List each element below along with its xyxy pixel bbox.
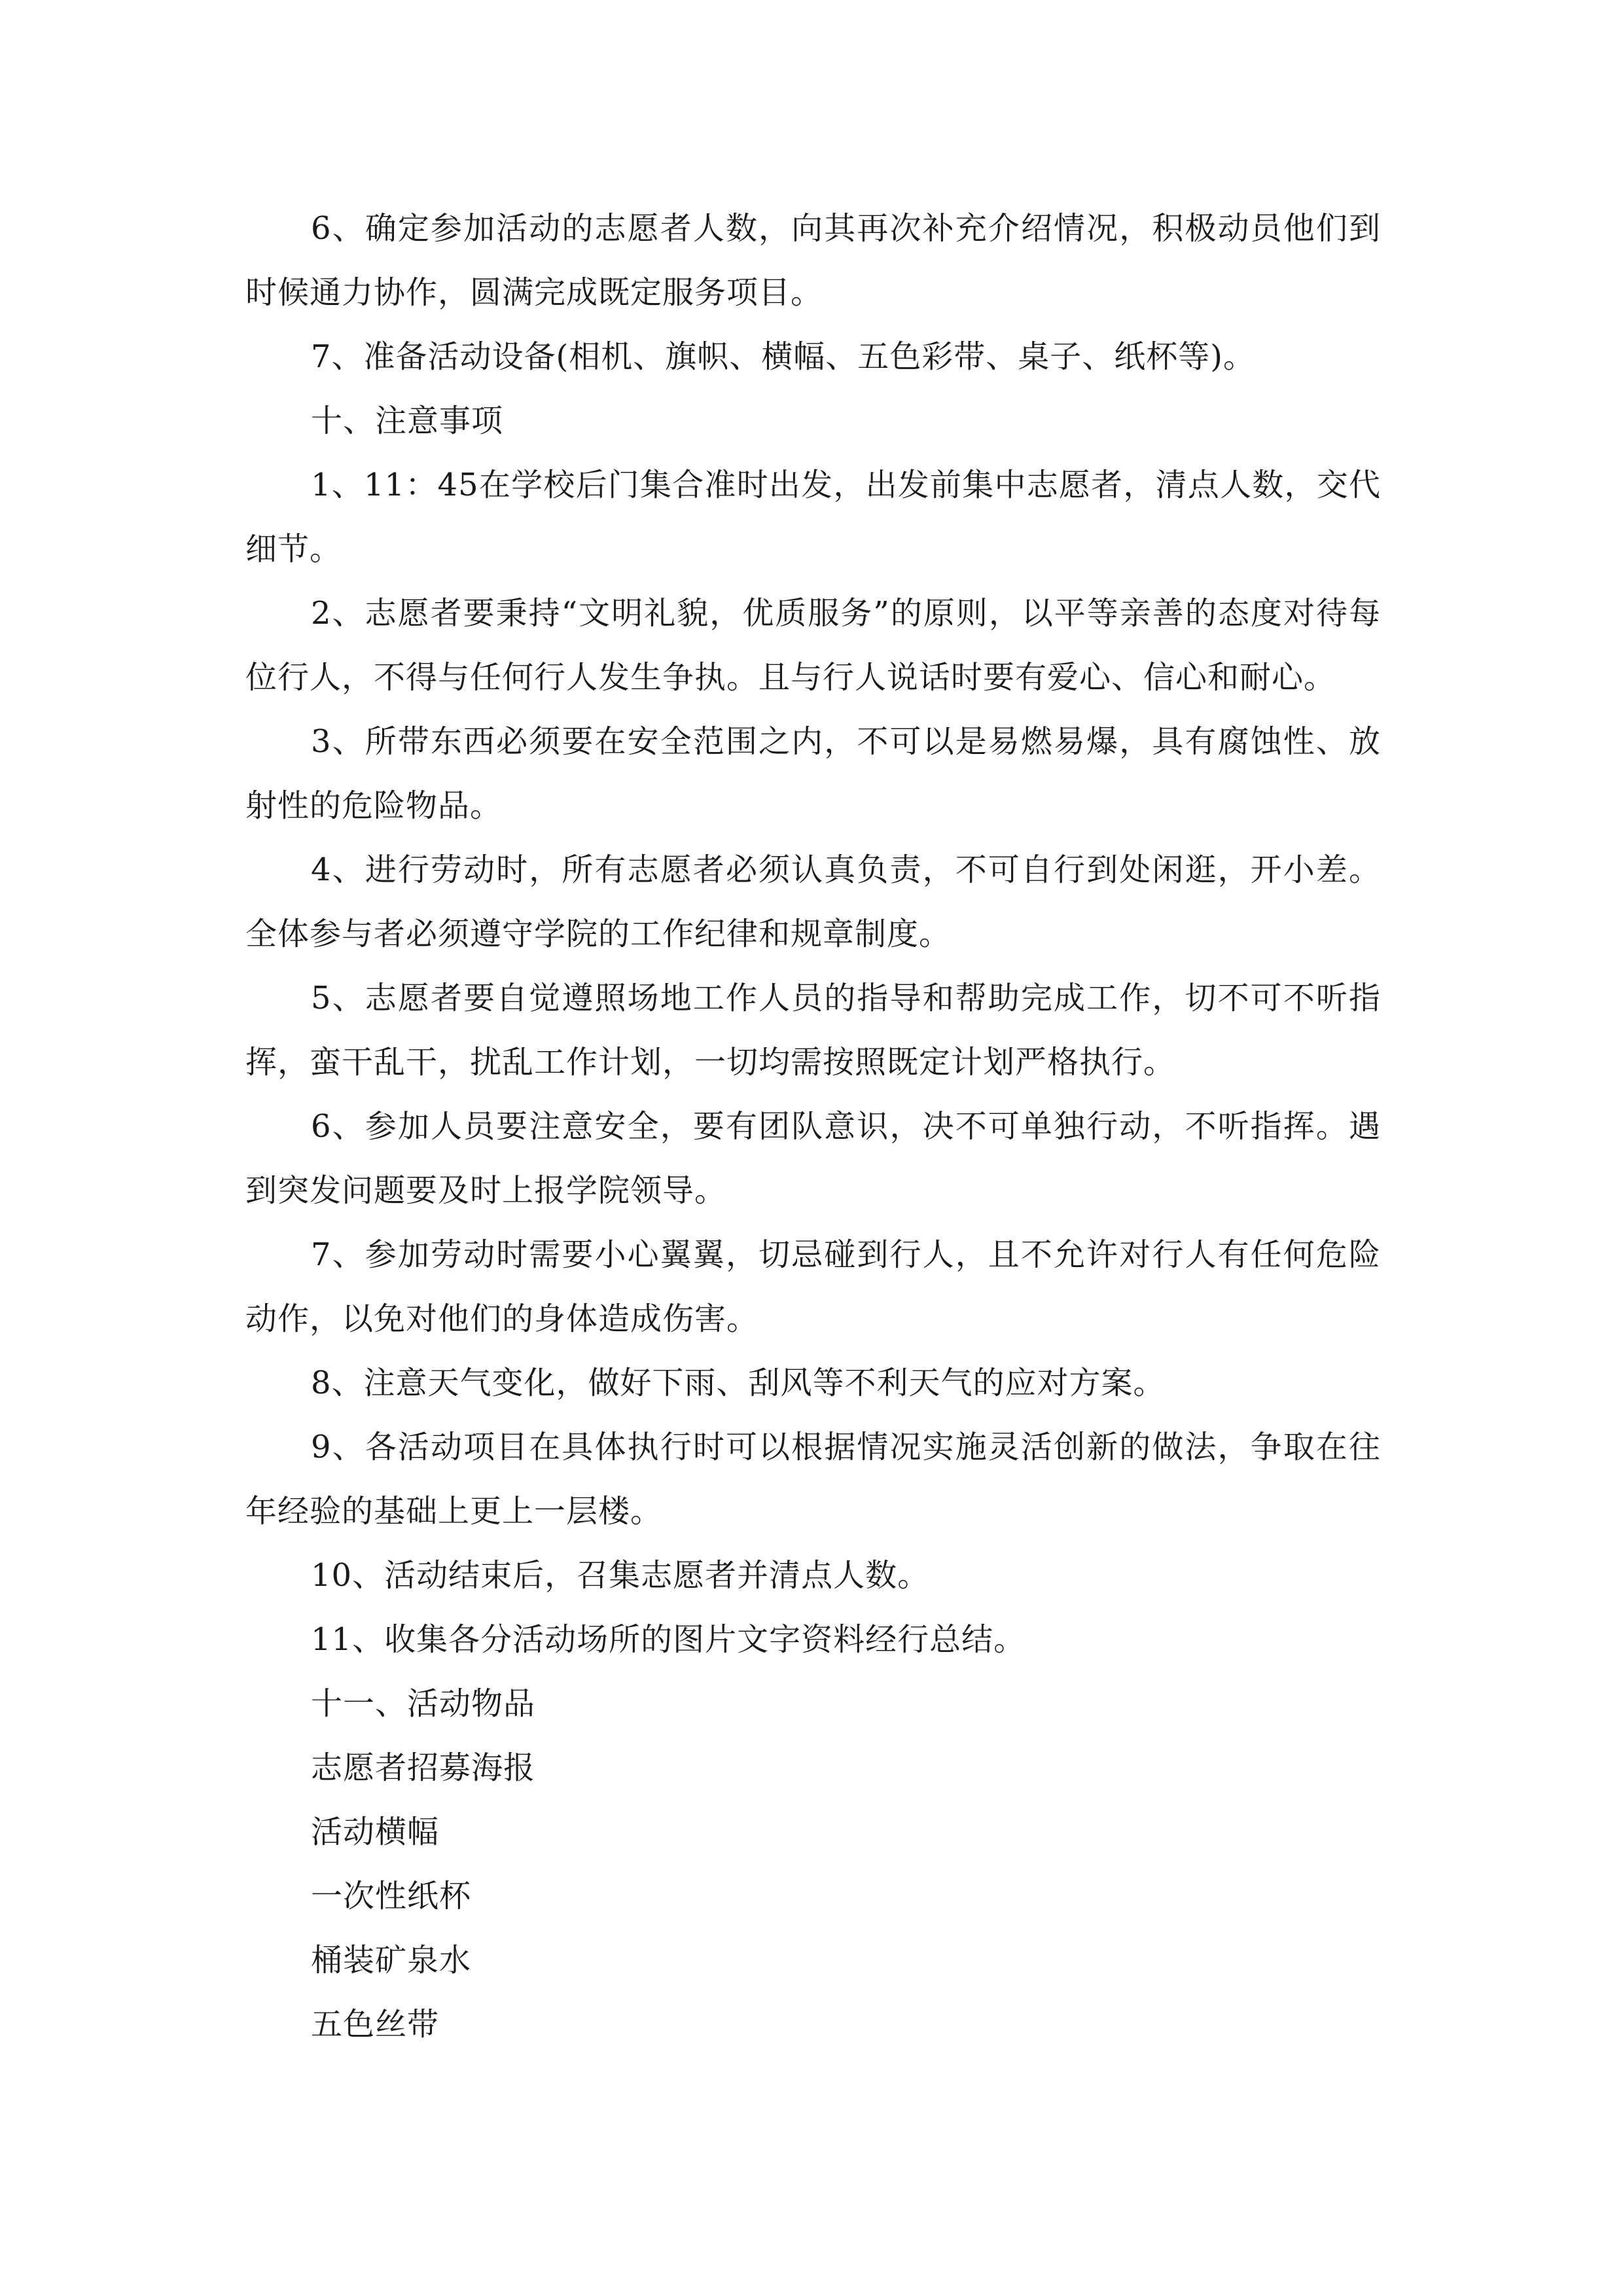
document-page: [245, 196, 1381, 2056]
paragraph-note-8: 8、注意天气变化，做好下雨、刮风等不利天气的应对方案。: [311, 1365, 1166, 1401]
paragraph-note-9: 9、各活动项目在具体执行时可以根据情况实施灵活创新的做法，争取在往年经验的基础上更上一层楼。: [245, 1429, 1381, 1530]
paragraph-equipment: 7、准备活动设备(相机、旗帜、横幅、五色彩带、桌子、纸杯等)。: [311, 338, 1255, 375]
list-item-recruitment-poster: 志愿者招募海报: [311, 1749, 536, 1786]
paragraph-volunteer-count: 6、确定参加活动的志愿者人数，向其再次补充介绍情况，积极动员他们到时候通力协作，圆满完成既定服务项目。: [245, 210, 1381, 311]
paragraph-note-6: 6、参加人员要注意安全，要有团队意识，决不可单独行动，不听指挥。遇到突发问题要及时上报学院领导。: [245, 1108, 1381, 1209]
paragraph-note-1: 1、11：45在学校后门集合准时出发，出发前集中志愿者，清点人数，交代细节。: [245, 467, 1381, 567]
section-heading-supplies: 十一、活动物品: [311, 1685, 536, 1722]
paragraph-note-3: 3、所带东西必须要在安全范围之内，不可以是易燃易爆，具有腐蚀性、放射性的危险物品。: [245, 723, 1381, 824]
paragraph-note-10: 10、活动结束后，召集志愿者并清点人数。: [311, 1557, 930, 1594]
list-item-paper-cups: 一次性纸杯: [311, 1878, 472, 1914]
paragraph-note-4: 4、进行劳动时，所有志愿者必须认真负责，不可自行到处闲逛，开小差。全体参与者必须遵守学院的工作纪律和规章制度。: [245, 852, 1381, 952]
section-heading-notes: 十、注意事项: [311, 403, 504, 439]
paragraph-note-11: 11、收集各分活动场所的图片文字资料经行总结。: [311, 1621, 1026, 1658]
list-item-bottled-water: 桶装矿泉水: [311, 1942, 472, 1979]
list-item-ribbons: 五色丝带: [311, 2006, 440, 2043]
list-item-banner: 活动横幅: [311, 1814, 440, 1850]
paragraph-note-5: 5、志愿者要自觉遵照场地工作人员的指导和帮助完成工作，切不可不听指挥，蛮干乱干，扰乱工作计划，一切均需按照既定计划严格执行。: [245, 980, 1381, 1081]
paragraph-note-7: 7、参加劳动时需要小心翼翼，切忌碰到行人，且不允许对行人有任何危险动作，以免对他们的身体造成伤害。: [245, 1236, 1381, 1337]
paragraph-note-2: 2、志愿者要秉持“文明礼貌，优质服务”的原则，以平等亲善的态度对待每位行人，不得与任何行人发生争执。且与行人说话时要有爱心、信心和耐心。: [245, 595, 1381, 696]
